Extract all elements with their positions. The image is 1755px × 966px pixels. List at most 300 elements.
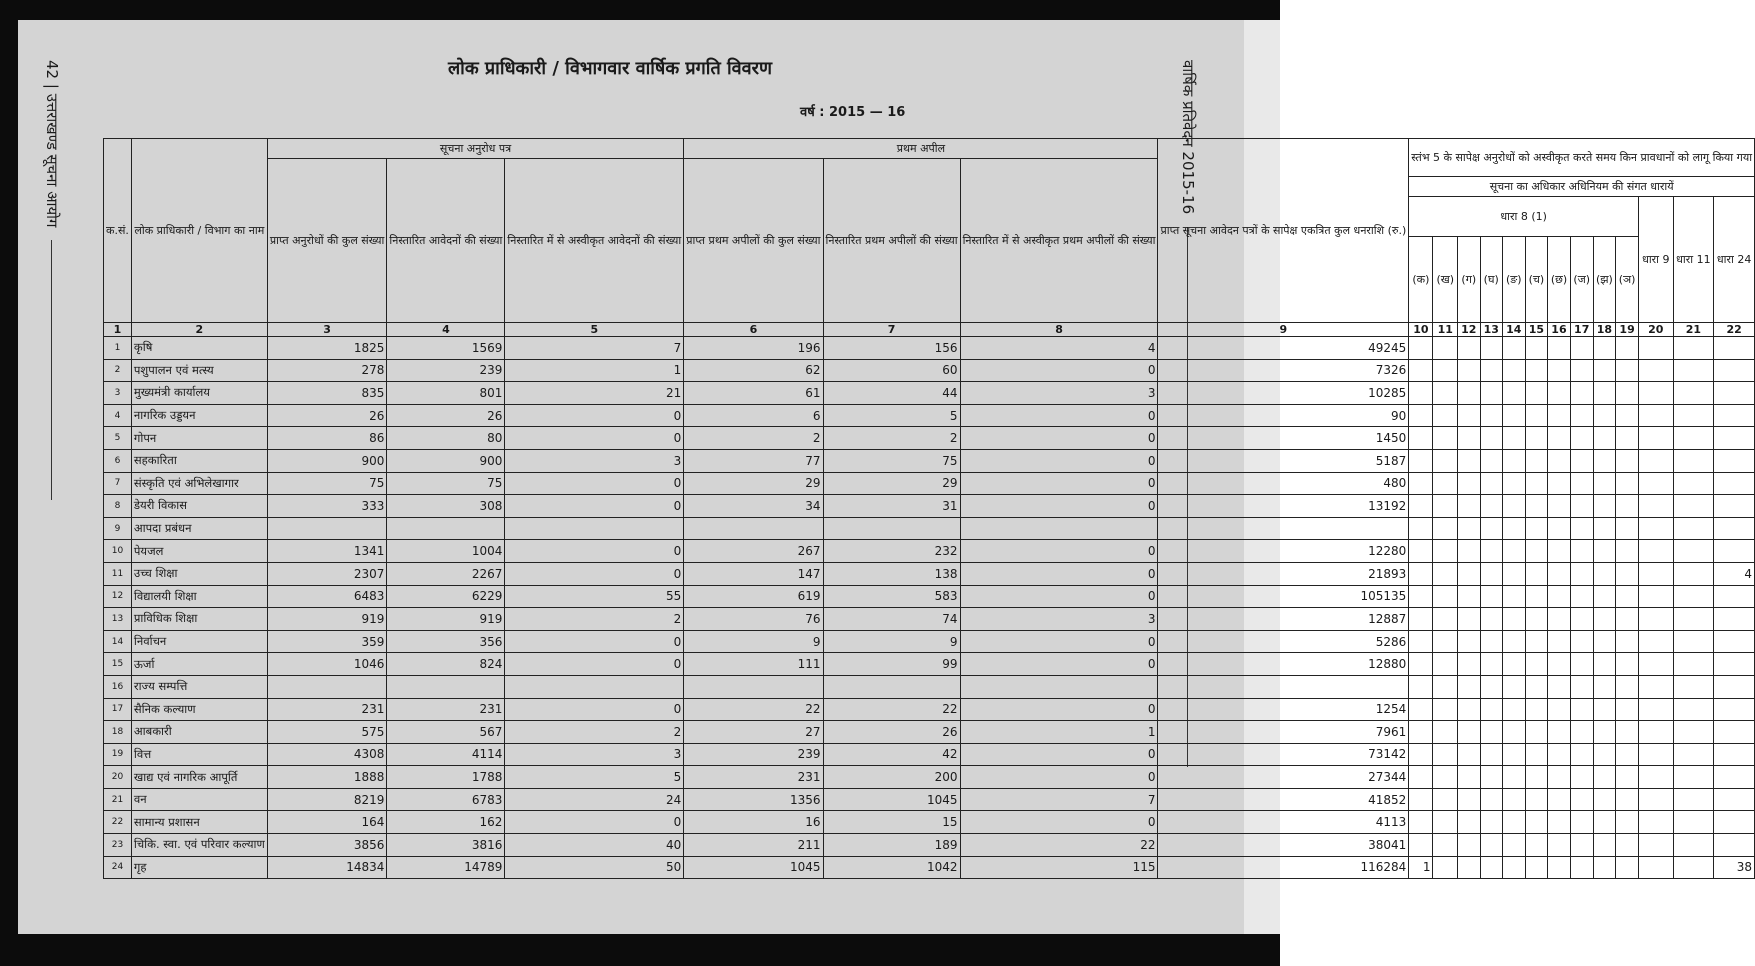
header-sub-clause: (घ)	[1480, 237, 1502, 323]
cell-empty	[1458, 337, 1480, 360]
cell-empty	[1525, 449, 1548, 472]
table-row	[104, 653, 1755, 676]
cell-empty	[1502, 788, 1525, 811]
cell-empty	[1458, 517, 1480, 540]
cell-empty	[1616, 608, 1639, 631]
cell-empty	[1639, 449, 1674, 472]
cell-c7: 15	[823, 811, 960, 834]
cell-empty	[1593, 721, 1615, 744]
cell-empty	[1480, 743, 1502, 766]
cell-empty	[1525, 540, 1548, 563]
cell-sn: 12	[104, 585, 132, 608]
cell-empty	[1502, 811, 1525, 834]
cell-name: पशुपालन एवं मत्स्य	[131, 359, 267, 382]
cell-c9: 4113	[1158, 811, 1409, 834]
cell-c10	[1409, 788, 1433, 811]
cell-c22	[1714, 653, 1755, 676]
cell-empty	[1458, 585, 1480, 608]
cell-c22	[1714, 608, 1755, 631]
cell-c22	[1714, 788, 1755, 811]
cell-c10	[1409, 517, 1433, 540]
cell-empty	[1502, 834, 1525, 857]
header-sub-clause: (च)	[1525, 237, 1548, 323]
cell-c8: 0	[960, 359, 1158, 382]
cell-c9: 21893	[1158, 562, 1409, 585]
cell-empty	[1480, 834, 1502, 857]
cell-empty	[1525, 382, 1548, 405]
cell-name: सामान्य प्रशासन	[131, 811, 267, 834]
cell-c5: 5	[505, 766, 684, 789]
cell-c10	[1409, 472, 1433, 495]
cell-empty	[1433, 743, 1458, 766]
cell-empty	[1639, 811, 1674, 834]
cell-empty	[1639, 630, 1674, 653]
cell-empty	[1548, 404, 1571, 427]
cell-c4: 80	[387, 427, 505, 450]
cell-c5: 7	[505, 337, 684, 360]
cell-empty	[1673, 382, 1714, 405]
header-c9: प्राप्त सूचना आवेदन पत्रों के सापेक्ष एकत्रित कुल धनराशि (रु.)	[1158, 139, 1409, 323]
cell-c22	[1714, 472, 1755, 495]
cell-name: गृह	[131, 856, 267, 879]
cell-c3: 1825	[267, 337, 387, 360]
cell-c3: 1341	[267, 540, 387, 563]
cell-empty	[1458, 743, 1480, 766]
column-number: 17	[1570, 323, 1593, 337]
cell-c10	[1409, 359, 1433, 382]
cell-c8: 1	[960, 721, 1158, 744]
cell-empty	[1480, 517, 1502, 540]
table-header	[104, 139, 1755, 337]
cell-c4: 6229	[387, 585, 505, 608]
cell-empty	[1525, 743, 1548, 766]
cell-empty	[1639, 404, 1674, 427]
cell-c8: 0	[960, 653, 1158, 676]
cell-empty	[1570, 856, 1593, 879]
cell-c10	[1409, 653, 1433, 676]
cell-sn: 18	[104, 721, 132, 744]
cell-c9: 13192	[1158, 495, 1409, 518]
cell-empty	[1433, 608, 1458, 631]
cell-c5: 3	[505, 743, 684, 766]
cell-empty	[1548, 630, 1571, 653]
cell-empty	[1673, 698, 1714, 721]
cell-name: सैनिक कल्याण	[131, 698, 267, 721]
cell-empty	[1593, 472, 1615, 495]
cell-empty	[1673, 766, 1714, 789]
cell-empty	[1480, 337, 1502, 360]
cell-empty	[1673, 811, 1714, 834]
cell-c5: 2	[505, 721, 684, 744]
cell-empty	[1570, 359, 1593, 382]
cell-c6: 27	[684, 721, 823, 744]
cell-c5: 0	[505, 562, 684, 585]
cell-sn: 22	[104, 811, 132, 834]
cell-c8: 0	[960, 472, 1158, 495]
cell-sn: 4	[104, 404, 132, 427]
cell-c5: 2	[505, 608, 684, 631]
column-number: 7	[823, 323, 960, 337]
table-row	[104, 608, 1755, 631]
cell-empty	[1433, 653, 1458, 676]
cell-empty	[1570, 472, 1593, 495]
cell-c5: 21	[505, 382, 684, 405]
cell-empty	[1616, 585, 1639, 608]
cell-c9: 480	[1158, 472, 1409, 495]
cell-c9: 7961	[1158, 721, 1409, 744]
column-number: 10	[1409, 323, 1433, 337]
cell-name: मुख्यमंत्री कार्यालय	[131, 382, 267, 405]
cell-empty	[1502, 743, 1525, 766]
cell-empty	[1525, 427, 1548, 450]
cell-empty	[1433, 562, 1458, 585]
cell-empty	[1458, 562, 1480, 585]
cell-empty	[1502, 653, 1525, 676]
header-section-24: धारा 24	[1714, 197, 1755, 323]
cell-c4: 4114	[387, 743, 505, 766]
cell-sn: 6	[104, 449, 132, 472]
header-sub-clause: (ग)	[1458, 237, 1480, 323]
cell-c7: 99	[823, 653, 960, 676]
cell-empty	[1458, 404, 1480, 427]
cell-sn: 23	[104, 834, 132, 857]
cell-empty	[1593, 743, 1615, 766]
header-section-8-1: धारा 8 (1)	[1409, 197, 1639, 237]
cell-c4: 14789	[387, 856, 505, 879]
cell-sn: 20	[104, 766, 132, 789]
cell-empty	[1502, 630, 1525, 653]
cell-empty	[1433, 675, 1458, 698]
cell-empty	[1593, 562, 1615, 585]
cell-c10	[1409, 608, 1433, 631]
cell-empty	[1570, 698, 1593, 721]
cell-c7: 156	[823, 337, 960, 360]
cell-name: चिकि. स्वा. एवं परिवार कल्याण	[131, 834, 267, 857]
cell-empty	[1458, 382, 1480, 405]
cell-sn: 7	[104, 472, 132, 495]
cell-c9: 1254	[1158, 698, 1409, 721]
cell-name: पेयजल	[131, 540, 267, 563]
cell-c4: 6783	[387, 788, 505, 811]
cell-c5: 0	[505, 698, 684, 721]
cell-empty	[1525, 404, 1548, 427]
cell-c5: 0	[505, 427, 684, 450]
cell-empty	[1593, 540, 1615, 563]
cell-empty	[1548, 382, 1571, 405]
cell-sn: 13	[104, 608, 132, 631]
cell-empty	[1616, 721, 1639, 744]
cell-empty	[1593, 653, 1615, 676]
cell-empty	[1433, 449, 1458, 472]
cell-empty	[1458, 675, 1480, 698]
cell-c7: 31	[823, 495, 960, 518]
cell-empty	[1502, 856, 1525, 879]
cell-c9: 1450	[1158, 427, 1409, 450]
cell-empty	[1433, 427, 1458, 450]
cell-empty	[1570, 337, 1593, 360]
cell-name: राज्य सम्पत्ति	[131, 675, 267, 698]
cell-empty	[1480, 721, 1502, 744]
cell-empty	[1458, 766, 1480, 789]
column-number: 9	[1158, 323, 1409, 337]
cell-empty	[1433, 834, 1458, 857]
header-sub-clause: (ज)	[1570, 237, 1593, 323]
cell-c22	[1714, 382, 1755, 405]
cell-empty	[1548, 359, 1571, 382]
cell-empty	[1548, 766, 1571, 789]
cell-empty	[1458, 449, 1480, 472]
cell-c8: 3	[960, 608, 1158, 631]
cell-c10	[1409, 721, 1433, 744]
cell-c9	[1158, 517, 1409, 540]
cell-empty	[1570, 743, 1593, 766]
cell-empty	[1639, 517, 1674, 540]
cell-c4: 308	[387, 495, 505, 518]
cell-empty	[1433, 585, 1458, 608]
cell-c4: 567	[387, 721, 505, 744]
header-sn: क.सं.	[104, 139, 132, 323]
cell-sn: 16	[104, 675, 132, 698]
cell-c5: 0	[505, 472, 684, 495]
cell-empty	[1433, 698, 1458, 721]
header-group-requests: सूचना अनुरोध पत्र	[267, 139, 683, 159]
cell-c6	[684, 675, 823, 698]
cell-empty	[1480, 766, 1502, 789]
cell-empty	[1433, 630, 1458, 653]
cell-empty	[1502, 540, 1525, 563]
cell-empty	[1433, 404, 1458, 427]
cell-c8: 22	[960, 834, 1158, 857]
cell-sn: 3	[104, 382, 132, 405]
cell-c9	[1158, 675, 1409, 698]
cell-empty	[1502, 517, 1525, 540]
cell-empty	[1548, 472, 1571, 495]
cell-c6: 16	[684, 811, 823, 834]
cell-empty	[1673, 337, 1714, 360]
cell-empty	[1673, 630, 1714, 653]
table-row	[104, 585, 1755, 608]
cell-empty	[1616, 472, 1639, 495]
column-number: 4	[387, 323, 505, 337]
table-row	[104, 427, 1755, 450]
left-margin-text: उत्तराखण्ड सूचना आयोग	[43, 93, 61, 228]
cell-empty	[1480, 698, 1502, 721]
cell-c10	[1409, 743, 1433, 766]
cell-c3: 6483	[267, 585, 387, 608]
cell-c8: 0	[960, 811, 1158, 834]
cell-c6: 267	[684, 540, 823, 563]
cell-empty	[1548, 856, 1571, 879]
cell-c3	[267, 675, 387, 698]
cell-empty	[1525, 675, 1548, 698]
cell-c3: 231	[267, 698, 387, 721]
cell-empty	[1525, 788, 1548, 811]
cell-empty	[1639, 608, 1674, 631]
cell-empty	[1502, 766, 1525, 789]
column-number: 18	[1593, 323, 1615, 337]
cell-empty	[1433, 472, 1458, 495]
cell-empty	[1616, 653, 1639, 676]
cell-sn: 21	[104, 788, 132, 811]
cell-empty	[1593, 517, 1615, 540]
cell-empty	[1673, 788, 1714, 811]
column-number: 19	[1616, 323, 1639, 337]
cell-empty	[1548, 495, 1571, 518]
column-number-row	[104, 323, 1755, 337]
cell-c6: 62	[684, 359, 823, 382]
table-row	[104, 698, 1755, 721]
cell-c22: 38	[1714, 856, 1755, 879]
cell-empty	[1458, 856, 1480, 879]
cell-c22	[1714, 698, 1755, 721]
cell-empty	[1525, 337, 1548, 360]
cell-empty	[1570, 495, 1593, 518]
cell-c4	[387, 517, 505, 540]
cell-c3: 278	[267, 359, 387, 382]
cell-c3: 86	[267, 427, 387, 450]
cell-empty	[1593, 675, 1615, 698]
cell-c9: 7326	[1158, 359, 1409, 382]
cell-empty	[1502, 404, 1525, 427]
cell-c10	[1409, 585, 1433, 608]
cell-c22	[1714, 517, 1755, 540]
cell-empty	[1502, 449, 1525, 472]
cell-empty	[1480, 472, 1502, 495]
cell-empty	[1433, 788, 1458, 811]
cell-c4: 75	[387, 472, 505, 495]
header-rejection-title: स्तंभ 5 के सापेक्ष अनुरोधों को अस्वीकृत करते समय किन प्रावधानों को लागू किया गया	[1409, 139, 1755, 177]
cell-empty	[1673, 472, 1714, 495]
cell-c22	[1714, 630, 1755, 653]
cell-empty	[1525, 630, 1548, 653]
cell-empty	[1570, 427, 1593, 450]
cell-empty	[1616, 698, 1639, 721]
cell-empty	[1480, 540, 1502, 563]
cell-c7: 44	[823, 382, 960, 405]
table-row	[104, 449, 1755, 472]
cell-empty	[1593, 856, 1615, 879]
cell-c6: 619	[684, 585, 823, 608]
cell-sn: 1	[104, 337, 132, 360]
cell-empty	[1616, 743, 1639, 766]
cell-c4: 900	[387, 449, 505, 472]
cell-empty	[1458, 359, 1480, 382]
cell-c22	[1714, 359, 1755, 382]
cell-empty	[1639, 834, 1674, 857]
cell-empty	[1480, 811, 1502, 834]
table-row	[104, 495, 1755, 518]
page-title: लोक प्राधिकारी / विभागवार वार्षिक प्रगति विवरण	[447, 58, 773, 79]
cell-empty	[1502, 608, 1525, 631]
table-row	[104, 517, 1755, 540]
cell-empty	[1616, 834, 1639, 857]
cell-c8: 0	[960, 585, 1158, 608]
cell-c5: 1	[505, 359, 684, 382]
cell-c3: 14834	[267, 856, 387, 879]
table-row	[104, 856, 1755, 879]
cell-empty	[1639, 495, 1674, 518]
cell-c3	[267, 517, 387, 540]
cell-empty	[1593, 788, 1615, 811]
left-margin-header: 42 | उत्तराखण्ड सूचना आयोग	[62, 60, 102, 940]
table-row	[104, 337, 1755, 360]
cell-empty	[1639, 562, 1674, 585]
cell-empty	[1639, 698, 1674, 721]
cell-empty	[1502, 359, 1525, 382]
cell-c10	[1409, 449, 1433, 472]
cell-c7: 9	[823, 630, 960, 653]
cell-c6	[684, 517, 823, 540]
cell-c22	[1714, 337, 1755, 360]
table-body	[104, 337, 1755, 879]
cell-c6: 211	[684, 834, 823, 857]
cell-empty	[1525, 811, 1548, 834]
cell-empty	[1616, 766, 1639, 789]
cell-c3: 919	[267, 608, 387, 631]
cell-empty	[1548, 811, 1571, 834]
cell-c9: 5187	[1158, 449, 1409, 472]
cell-empty	[1570, 811, 1593, 834]
cell-empty	[1548, 675, 1571, 698]
cell-c8: 4	[960, 337, 1158, 360]
cell-c7: 2	[823, 427, 960, 450]
cell-c4: 1788	[387, 766, 505, 789]
table-row	[104, 540, 1755, 563]
cell-empty	[1593, 359, 1615, 382]
cell-empty	[1502, 337, 1525, 360]
cell-empty	[1548, 337, 1571, 360]
header-c5: निस्तारित में से अस्वीकृत आवेदनों की संख्या	[505, 159, 684, 323]
cell-c5	[505, 675, 684, 698]
cell-c4: 356	[387, 630, 505, 653]
cell-sn: 15	[104, 653, 132, 676]
cell-empty	[1525, 562, 1548, 585]
cell-c10	[1409, 562, 1433, 585]
cell-name: प्राविधिक शिक्षा	[131, 608, 267, 631]
cell-c7	[823, 517, 960, 540]
cell-empty	[1525, 856, 1548, 879]
cell-c4: 162	[387, 811, 505, 834]
cell-c4: 26	[387, 404, 505, 427]
cell-empty	[1570, 449, 1593, 472]
cell-name: आबकारी	[131, 721, 267, 744]
cell-empty	[1616, 856, 1639, 879]
cell-c7: 75	[823, 449, 960, 472]
cell-name: सहकारिता	[131, 449, 267, 472]
cell-c22	[1714, 675, 1755, 698]
header-c6: प्राप्त प्रथम अपीलों की कुल संख्या	[684, 159, 823, 323]
cell-empty	[1639, 743, 1674, 766]
cell-c22: 4	[1714, 562, 1755, 585]
cell-empty	[1458, 608, 1480, 631]
cell-sn: 10	[104, 540, 132, 563]
cell-empty	[1458, 427, 1480, 450]
cell-empty	[1639, 337, 1674, 360]
cell-c7: 200	[823, 766, 960, 789]
cell-empty	[1673, 404, 1714, 427]
column-number: 12	[1458, 323, 1480, 337]
cell-c9: 90	[1158, 404, 1409, 427]
cell-c10	[1409, 630, 1433, 653]
cell-empty	[1593, 608, 1615, 631]
cell-empty	[1525, 517, 1548, 540]
cell-empty	[1525, 472, 1548, 495]
cell-empty	[1480, 856, 1502, 879]
cell-c9: 116284	[1158, 856, 1409, 879]
cell-c8: 0	[960, 449, 1158, 472]
cell-c8: 0	[960, 404, 1158, 427]
cell-empty	[1639, 585, 1674, 608]
